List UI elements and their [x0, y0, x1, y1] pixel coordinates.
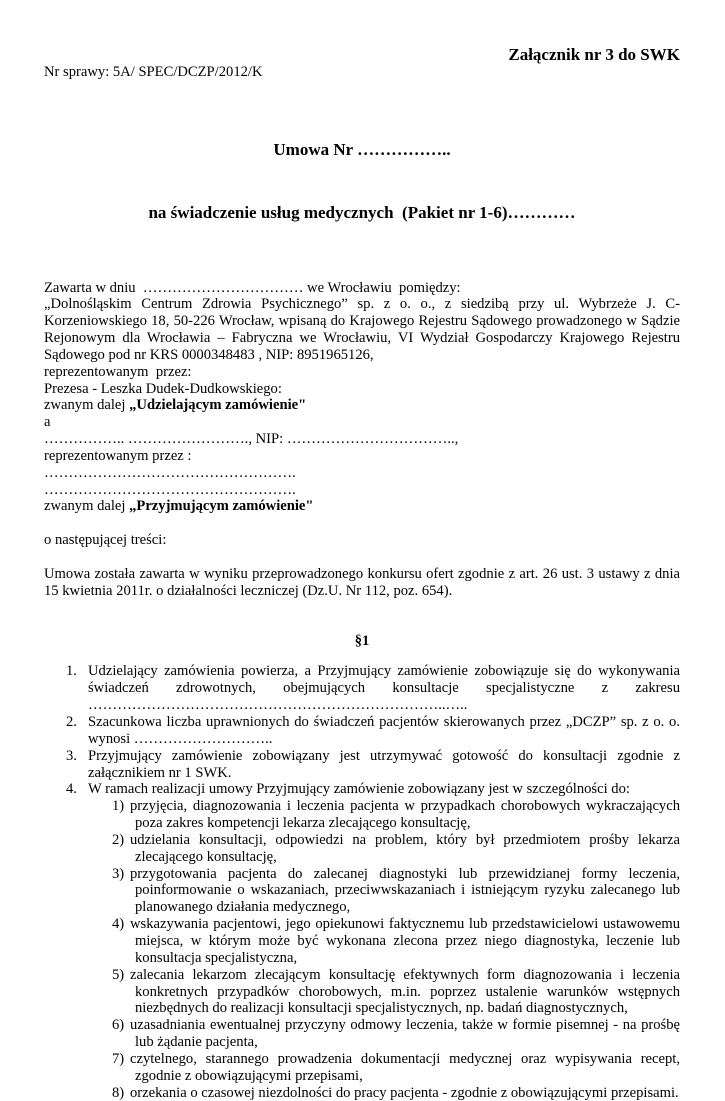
- ordering-represented-by: reprezentowanym przez:: [44, 363, 192, 380]
- sublist-item: [44, 916, 680, 967]
- list-item-text: Udzielający zamówienia powierza, a Przyjmujący zamówienie zobowiązuje się do wykonywania świadczeń zdrowotnych, obejmujących konsultacje specjalistyczne z zakresu ………………………………………………………………..…..: [88, 663, 680, 714]
- sublist-item-text: czytelnego, starannego prowadzenia dokumentacji medycznej oraz wypisywania recept, zgodnie z obowiązującymi przepisami,: [130, 1050, 680, 1084]
- accepting-party-designation: [44, 498, 680, 515]
- contract-title-line-1: Umowa Nr ……………..: [273, 139, 451, 159]
- sublist-item-text: zalecania lekarzom zlecającym konsultację efektywnych form diagnozowania i leczenia konkretnych przypadków chorobowych, m.in. poprzez ustalenie warunków wstępnych niezbędnych do realizacji konsultacji specjalistycznych, np. badań diagnostycznych,: [130, 966, 680, 1017]
- sublist-item-number: 7): [112, 1050, 125, 1067]
- sublist-item-number: 1): [112, 798, 125, 815]
- obligations-sublist: [44, 798, 680, 1101]
- document-content: [44, 0, 680, 1101]
- sublist-item-text: udzielania konsultacji, odpowiedzi na problem, który był przedmiotem prośby lekarza zlecającego konsultację,: [130, 831, 680, 865]
- case-number: Nr sprawy: 5A/ SPEC/DCZP/2012/K: [44, 64, 263, 80]
- list-item-number: 4.: [66, 781, 77, 798]
- list-item-text: Przyjmujący zamówienie zobowiązany jest utrzymywać gotowość do konsultacji zgodnie z załącznikiem nr 1 SWK.: [88, 747, 680, 781]
- sublist-item: [44, 798, 680, 832]
- sublist-item-text: wskazywania pacjentowi, jego opiekunowi faktycznemu lub przedstawicielowi ustawowemu miejsca, w którym może być wykonana zlecona przez niego diagnostyka, leczenie lub konsultacja specjalistyczna,: [130, 916, 680, 966]
- accepting-party-description: …………….. ……………………., NIP: ……………………………..,: [44, 431, 459, 448]
- list-item-number: 2.: [66, 714, 77, 730]
- section-1-list: [44, 663, 680, 1101]
- sublist-item-number: 5): [112, 966, 125, 983]
- designation-prefix: zwanym dalej: [44, 397, 130, 414]
- following-content-line: o następującej treści:: [44, 532, 167, 549]
- accepting-representative-line-1: …………………………………………….: [44, 464, 296, 481]
- list-item: [44, 748, 680, 782]
- sublist-item-text: uzasadniania ewentualnej przyczyny odmowy leczenia, także w formie pisemnej - na prośbę lub żądanie pacjenta,: [130, 1017, 680, 1051]
- list-item: [44, 663, 680, 714]
- sublist-item: [44, 1017, 680, 1051]
- sublist-item: [44, 866, 680, 917]
- contract-title-line-2: na świadczenie usług medycznych (Pakiet nr 1-6)…………: [148, 202, 576, 222]
- sublist-item-text: przygotowania pacjenta do zalecanej diagnostyki lub przewidzianej formy leczenia, poinformowanie o wskazaniach, przeciwwskazaniach i istniejącym ryzyku zalecanego lub planowanego działania medycznego,: [130, 865, 680, 916]
- sublist-item: [44, 1051, 680, 1085]
- sublist-item-number: 8): [112, 1084, 125, 1101]
- list-item-number: 1.: [66, 663, 77, 680]
- ordering-representative: Prezesa - Leszka Dudek-Dudkowskiego:: [44, 380, 282, 397]
- accepting-representative-line-2: …………………………………………….: [44, 481, 296, 498]
- section-heading: §1: [354, 632, 370, 649]
- list-item: [44, 781, 680, 798]
- designation-prefix: zwanym dalej: [44, 498, 130, 515]
- accepting-represented-by: reprezentowanym przez :: [44, 447, 192, 464]
- sublist-item: [44, 832, 680, 866]
- sublist-item-number: 2): [112, 831, 125, 848]
- list-item-text: Szacunkowa liczba uprawnionych do świadczeń pacjentów skierowanych przez „DCZP” sp. z o. o. wynosi ………………………..: [88, 714, 680, 747]
- ordering-party-description: „Dolnośląskim Centrum Zdrowia Psychicznego” sp. z o. o., z siedzibą przy ul. Wybrzeże J. C-Korzeniowskiego 18, 50-226 Wrocław, wpisaną do Krajowego Rejestru Sądowego prowadzonego w Sądzie Rejonowym dla Wrocławia – Fabryczna we Wrocławiu, VI Wydział Gospodarczy Krajowego Rejestru Sądowego pod nr KRS 0000348483 , NIP: 8951965126,: [44, 296, 680, 363]
- accepting-party-name: „Przyjmującym zamówienie": [129, 498, 314, 515]
- contract-basis: Umowa została zawarta w wyniku przeprowadzonego konkursu ofert zgodnie z art. 26 ust. 3 ustawy z dnia 15 kwietnia 2011r. o działalności leczniczej (Dz.U. Nr 112, poz. 654).: [44, 565, 680, 599]
- list-item-number: 3.: [66, 747, 77, 764]
- sublist-item: [44, 1085, 680, 1101]
- attachment-label: Załącznik nr 3 do SWK: [508, 45, 680, 64]
- sublist-item-number: 4): [112, 916, 125, 933]
- sublist-item-text: przyjęcia, diagnozowania i leczenia pacjenta w przypadkach chorobowych wykraczających poza zakres kompetencji lekarza zlecającego konsultację,: [130, 798, 680, 832]
- contract-title: [44, 97, 680, 265]
- sublist-item-number: 6): [112, 1017, 125, 1034]
- sublist-item-text: orzekania o czasowej niezdolności do pracy pacjenta - zgodnie z obowiązującymi przepisami.: [130, 1084, 679, 1101]
- sublist-item: [44, 967, 680, 1018]
- list-item: [44, 714, 680, 748]
- sublist-item-number: 3): [112, 865, 125, 882]
- parties-block: [44, 280, 680, 600]
- conclusion-line: Zawarta w dniu …………………………… we Wrocławiu pomiędzy:: [44, 279, 461, 296]
- ordering-party-name: „Udzielającym zamówienie": [129, 397, 307, 414]
- list-item-text: W ramach realizacji umowy Przyjmujący zamówienie zobowiązany jest w szczególności do:: [88, 781, 630, 798]
- conjunction: a: [44, 414, 51, 431]
- ordering-party-designation: [44, 397, 680, 414]
